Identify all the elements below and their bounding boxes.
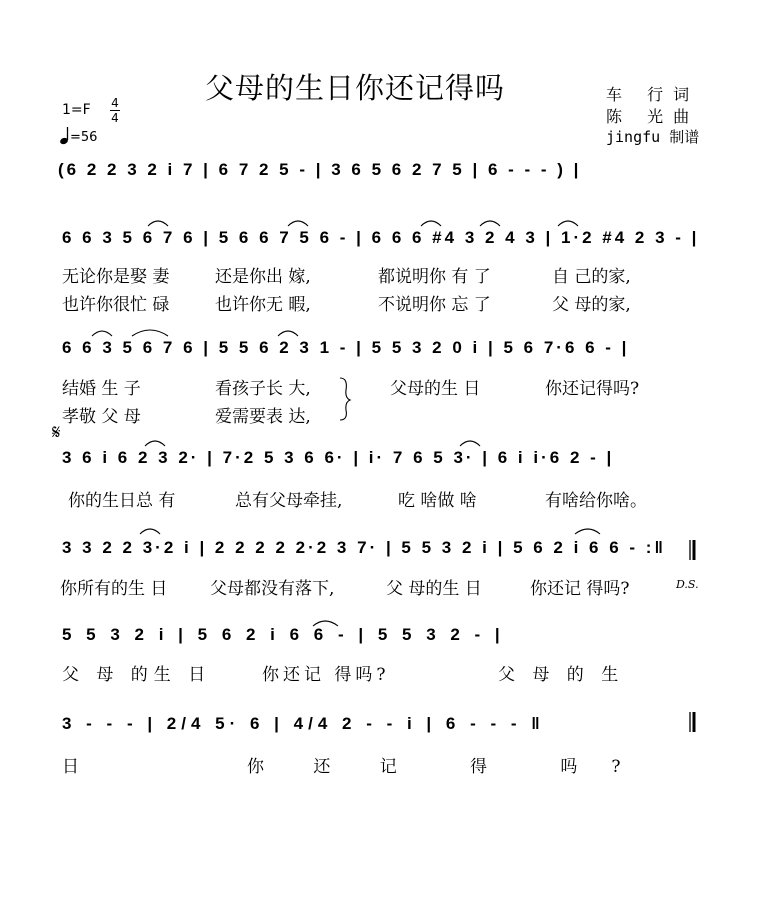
lyric-r6-3: 父 母 的 生 <box>498 665 625 685</box>
ds-marker: D.S. <box>676 578 699 591</box>
quarter-note-icon <box>59 127 69 145</box>
lyric-r3a-4: 你还记得吗? <box>545 379 640 399</box>
lyric-r6-1: 父 母 的生 日 <box>62 665 212 685</box>
lyric-r3b-2: 爱需要表 达, <box>215 407 311 427</box>
lyric-r5-2: 父母都没有落下, <box>210 579 335 599</box>
lyric-r6-2: 你还记 得吗? <box>262 665 390 685</box>
lyric-r2b-3: 不说明你 忘 了 <box>378 295 491 315</box>
notation-row-5: 3 3 2 2 3·2 i | 2 2 2 2 2·2 3 7· | 5 5 3 2 i | 5 6 2 i 6 6 - :‖ <box>62 538 666 557</box>
page-title: 父母的生日你还记得吗 <box>205 71 506 105</box>
lyric-r3a-3: 父母的生 日 <box>390 379 481 399</box>
lyric-r4-3: 吃 啥做 啥 <box>398 491 477 511</box>
lyric-r3a-2: 看孩子长 大, <box>215 379 311 399</box>
lyric-r4-2: 总有父母牵挂, <box>235 491 343 511</box>
notation-row-4: 3 6 i 6 2 3 2· | 7·2 5 3 6 6· | i· 7 6 5 3· | 6 i i·6 2 - | <box>62 448 615 467</box>
lyric-r5-4: 你还记 得吗? <box>530 579 630 599</box>
lyric-r4-4: 有啥给你啥。 <box>545 491 647 511</box>
lyric-r3b-1: 孝敬 父 母 <box>62 407 141 427</box>
lyric-r2a-2: 还是你出 嫁, <box>215 267 311 287</box>
transcriber-credit: jingfu 制谱 <box>606 128 700 146</box>
notation-row-2: 6 6 3 5 6 7 6 | 5 6 6 7 5 6 - | 6 6 6 #4 3 2 4 3 | 1·2 #4 2 3 - | <box>62 228 700 247</box>
lyric-r2b-1: 也许你很忙 碌 <box>62 295 170 315</box>
lyric-r7-1: 日 <box>62 757 79 777</box>
key-signature: 1=F <box>62 102 91 118</box>
tempo-marking: =56 <box>70 130 98 145</box>
lyric-r2b-4: 父 母的家, <box>552 295 631 315</box>
lyric-r2a-3: 都说明你 有 了 <box>378 267 491 287</box>
lyric-r4-1: 你的生日总 有 <box>68 491 176 511</box>
lyric-r7-3: 得 吗? <box>470 757 655 777</box>
time-signature-top: 4 <box>111 96 119 110</box>
lyric-r5-3: 父 母的生 日 <box>386 579 482 599</box>
notation-row-7: 3 - - - | 2/4 5· 6 | 4/4 2 - - i | 6 - - - ‖ <box>62 714 545 733</box>
lyric-r2a-1: 无论你是娶 妻 <box>62 267 170 287</box>
lyric-r5-1: 你所有的生 日 <box>60 579 168 599</box>
lyricist-credit: 车 行词 <box>606 85 700 104</box>
notation-row-6: 5 5 3 2 i | 5 6 2 i 6 6 - | 5 5 3 2 - | <box>62 625 505 644</box>
lyric-r3a-1: 结婚 生 子 <box>62 379 141 399</box>
time-signature-bottom: 4 <box>111 111 119 125</box>
composer-credit: 陈 光曲 <box>606 107 700 126</box>
lyric-r2b-2: 也许你无 暇, <box>215 295 311 315</box>
segno-icon: 𝄋 <box>52 420 61 444</box>
notation-row-1: (6 2 2 3 2 i 7 | 6 7 2 5 - | 3 6 5 6 2 7 5 | 6 - - - ) | <box>58 160 582 179</box>
lyric-r7-2: 你 还 记 <box>247 757 419 777</box>
notation-row-3: 6 6 3 5 6 7 6 | 5 5 6 2 3 1 - | 5 5 3 2 0 i | 5 6 7·6 6 - | <box>62 338 630 357</box>
lyric-r2a-4: 自 己的家, <box>552 267 631 287</box>
